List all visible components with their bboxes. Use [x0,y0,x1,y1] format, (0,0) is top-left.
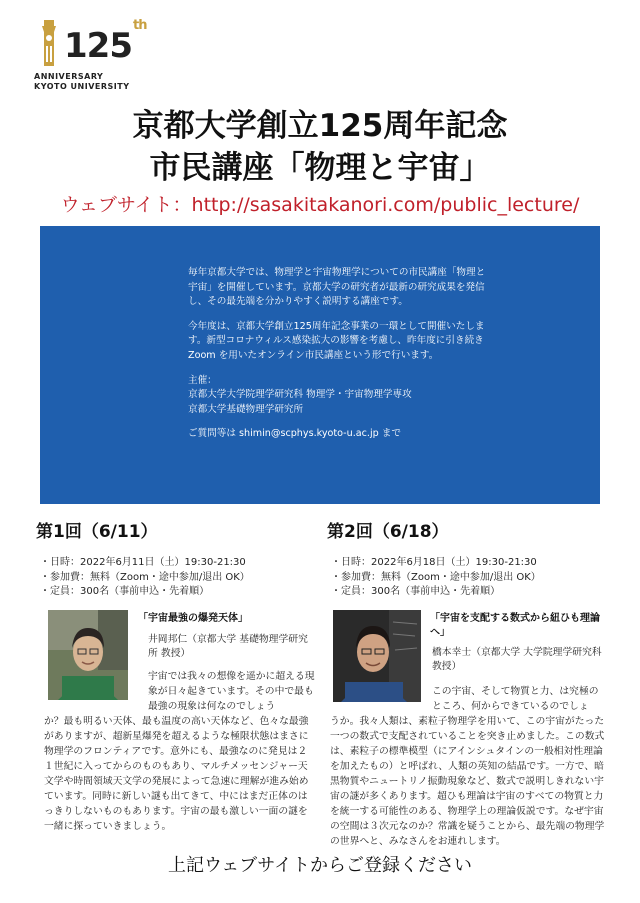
lecture-2-speaker: 橋本幸士（京都大学 大学院理学研究科 教授） [432,647,602,672]
lecture-2-heading: 第2回（6/18） [327,522,449,542]
lecture-1-date: ・日時：2022年6月11日（土）19:30-21:30 [40,557,246,568]
page-title-line1: 京都大学創立125周年記念 [132,108,508,144]
clock-tower-icon [36,18,62,68]
lecture-1-lead: 宇宙では我々の想像を遥かに超える現象が日々起きています。その中で最も最強の現象は何なのでしょう [148,671,315,712]
lecture-1-fee: ・参加費：無料（Zoom・途中参加/退出 OK） [40,571,250,583]
organizer-label: 主催： [188,374,217,386]
organizer-2: 京都大学基礎物理学研究所 [188,403,304,415]
lecture-2-capacity: ・定員：300名（事前申込・先着順） [331,586,501,597]
lecture-1-capacity: ・定員：300名（事前申込・先着順） [40,586,210,597]
speaker-2-photo [333,610,421,702]
logo-number: 125th [64,17,147,66]
logo-university-text: KYOTO UNIVERSITY [34,82,130,91]
intro-paragraph-2: 今年度は、京都大学創立125周年記念事業の一環として開催いたします。新型コロナウィルス感染拡大の影響を考慮し、昨年度に引き続き Zoom を用いたオンライン市民講座という形で行います。 [188,320,485,361]
kyoto-125th-logo [30,17,147,98]
lecture-1-heading: 第1回（6/11） [36,522,158,542]
lecture-2-fee: ・参加費：無料（Zoom・途中参加/退出 OK） [331,571,541,583]
logo-anniversary-text: ANNIVERSARY [34,72,104,81]
lecture-2-talk-title: 「宇宙を支配する数式から紐ひも理論へ」 [430,613,600,638]
lecture-2-date: ・日時：2022年6月18日（土）19:30-21:30 [331,557,537,568]
lecture-1 [36,517,326,600]
intro-text [188,266,488,452]
lecture-1-info [36,556,326,600]
intro-panel [40,226,600,504]
lecture-2-body: うか。我々人類は、素粒子物理学を用いて、この宇宙がたった一つの数式で支配されていることを突き止めました。この数式は、素粒子の標準模型（にアインシュタインの一般相対性理論を加えたもの）と呼ばれ、人類の英知の結晶です。一方で、暗黒物質やニュートリノ振動現象など、数式で説明しきれない宇宙の謎が多くあります。超ひも理論は宇宙のすべての物質と力を統一する可能性のある、物理学上の理論仮説です。なぜ宇宙の空間は３次元なのか？常識を疑うことから、最先端の物理学の世界へと、みなさんをお連れします。 [330,716,605,847]
registration-note: 上記ウェブサイトからご登録ください [167,855,473,876]
lecture-1-body: か？最も明るい天体、最も温度の高い天体など、色々な最強がありますが、超新星爆発を超えるような極限状態はまさに物理学のフロンティアです。意外にも、最強なのに発見は２１世紀に入ってからのものもあり、マルチメッセンジャー天文学や時間領域天文学の発展によって急速に理解が進み始めています。同時に新しい謎も出てきて、中にはまだ正体のはっきりしないものもあります。宇宙の最も激しい一面の謎を一緒に探っていきましょう。 [44,716,309,832]
lecture-2-info [327,556,617,600]
intro-paragraph-1: 毎年京都大学では、物理学と宇宙物理学についての市民講座「物理と宇宙」を開催しています。京都大学の研究者が最新の研究成果を発信し、その最先端を分かりやすく説明する講座です。 [188,267,486,308]
lecture-1-speaker: 井岡邦仁（京都大学 基礎物理学研究所 教授） [148,634,308,659]
page-title-line2: 市民講座「物理と宇宙」 [149,150,491,186]
website-link[interactable]: ウェブサイト：http://sasakitakanori.com/public_lecture/ [60,194,580,216]
organizer-1: 京都大学大学院理学研究科 物理学・宇宙物理学専攻 [188,389,412,401]
lecture-1-talk-title: 「宇宙最強の爆発天体」 [138,613,248,624]
organizer-block [188,374,488,418]
lecture-2 [327,517,617,600]
contact-info: ご質問等は shimin@scphys.kyoto-u.ac.jp まで [188,428,401,440]
lecture-2-lead: この宇宙、そして物質と力、は究極のところ、何からできているのでしょ [432,686,599,712]
speaker-1-photo [48,610,128,700]
